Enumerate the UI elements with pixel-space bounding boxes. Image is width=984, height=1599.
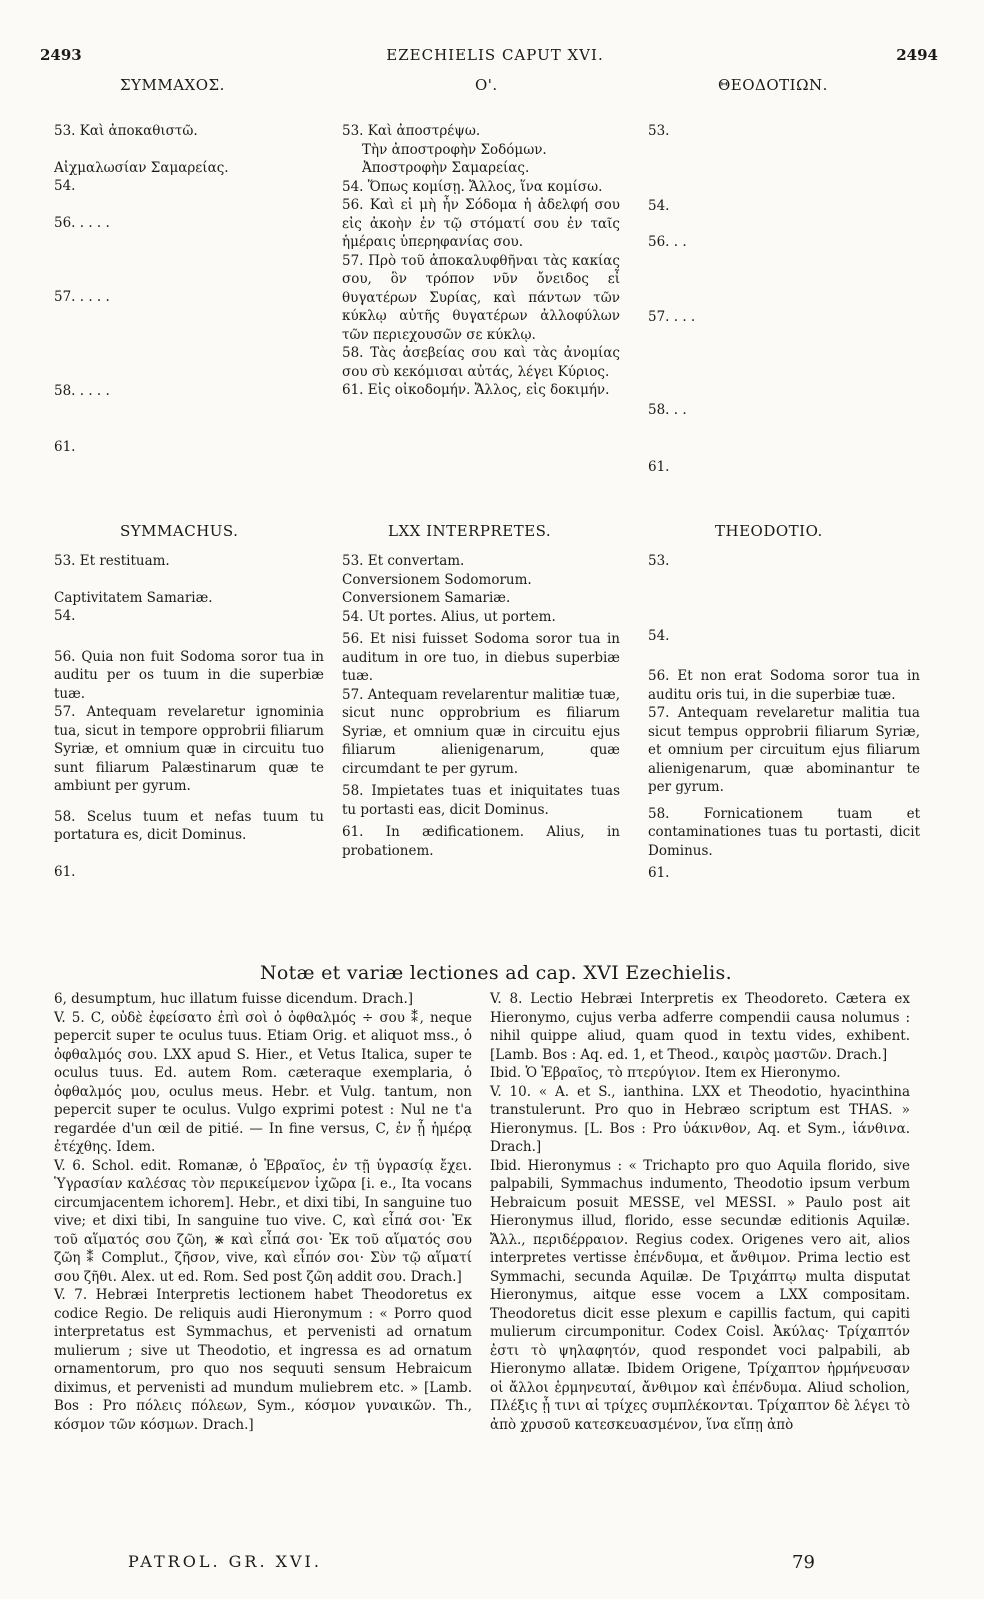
verse: 53. [648, 553, 670, 569]
verse: 54. Ὅπως κομίσῃ. Ἄλλος, ἵνα κομίσω. [342, 178, 603, 195]
note-paragraph: V. 10. « A. et S., ianthina. LXX et Theodotio, hyacinthina transtulerunt. Pro quo in Hebræo scriptum est THAS. » Hieronymus. [L. Bos : Pro ὑάκινθον, Aq. et Sym., ἰάνθινα. Drach.] [490, 1083, 910, 1155]
verse: 53. Et convertam. [342, 553, 465, 569]
verse: Captivitatem Samariæ. [54, 589, 213, 606]
verse: 57. Antequam revelarentur malitiæ tuæ, sicut nunc opprobrium es filiarum Syriæ, et omnium quæ in circuitu ejus filiarum alienigenarum, quæ circumdant te per gyrum. [342, 686, 620, 777]
verse: 58. Impietates tuas et iniquitates tuas tu portasti eas, dicit Dominus. [342, 783, 620, 818]
verse: 54. [54, 608, 76, 624]
verse: 56. . . . . [54, 214, 110, 231]
verse: 53. Καὶ ἀποκαθιστῶ. [54, 123, 198, 139]
verse: 54. Ut portes. Alius, ut portem. [342, 608, 556, 625]
note-paragraph: V. 6. Schol. edit. Romanæ, ὁ Ἑβραῖος, ἐν τῇ ὑγρασίᾳ ἔχει. Ὑγρασίαν καλέσας τὸν περικείμενον ἰχῶρα [i. e., Ita vocans circumjacentem ichorem]. Hebr., et dixi tibi, In sanguine tuo vive; et dixi tibi, In sanguine tuo vive. C, καὶ εἶπά σοι· Ἐκ τοῦ αἵματός σου ζῶη, ⋇ καὶ εἶπά σοι· Ἐκ τοῦ αἵματός σου ζῶη ⁑ Complut., ζῆσον, vive, καὶ εἶπόν σοι· Σὺν τῷ αἵματί σου ζῆθι. Alex. ut ed. Rom. Sed post ζῶη addit σου. Drach.] [54, 1157, 472, 1285]
greek-lxx-column [342, 122, 620, 400]
greek-head-theodotion: ΘΕΟΔΟΤΙΩΝ. [718, 76, 828, 94]
latin-lxx-column [342, 552, 620, 860]
verse: Conversionem Sodomorum. [342, 571, 532, 588]
verse: 57. . . . . [54, 289, 110, 305]
verse: 54. [54, 178, 76, 194]
verse: 61. Εἰς οἰκοδομήν. Ἄλλος, εἰς δοκιμήν. [342, 382, 610, 398]
greek-head-symmachus: ΣΥΜΜΑΧΟΣ. [120, 76, 225, 94]
note-paragraph: V. 7. Hebræi Interpretis lectionem habet Theodoretus ex codice Regio. De reliquis audi Hieronymum : « Porro quod interpretatus est Symmachus, et pervenisti ad ornatum mulierum ; sive ut Theodotio, et ingressa es ad ornatum ornamentorum, pro quo nos sequuti sensum Hebraicum diximus, et pervenisti ad mundum muliebrem etc. » [Lamb. Bos : Pro πόλεις πόλεων, Sym., κόσμον γυναικῶν. Th., κόσμον τῶν κόσμων. Drach.] [54, 1287, 472, 1433]
verse: Ἀποστροφὴν Σαμαρείας. [362, 160, 530, 176]
verse: Conversionem Samariæ. [342, 590, 511, 606]
footer-signature: 79 [792, 1552, 815, 1573]
note-paragraph: 6, desumptum, huc illatum fuisse dicendum. Drach.] [54, 991, 414, 1007]
verse: 58. Scelus tuum et nefas tuum tu portatura es, dicit Dominus. [54, 808, 324, 843]
verse: 56. Καὶ εἰ μὴ ἦν Σόδομα ἡ ἀδελφή σου εἰς ἀκοὴν ἐν τῷ στόματί σου ἐν ταῖς ἡμέραις ὑπερηφανίας σου. [342, 197, 620, 250]
verse: Αἰχμαλωσίαν Σαμαρείας. [54, 159, 229, 176]
verse: 56. Et non erat Sodoma soror tua in auditu oris tui, in die superbiæ tuæ. [648, 668, 920, 703]
verse: 58. . . [648, 402, 687, 418]
note-paragraph: V. 8. Lectio Hebræi Interpretis ex Theodoreto. Cætera ex Hieronymo, cujus verba adferre compendii causa nolumus : nihil quippe aliud, quam quod in textu vides, exhibent. [Lamb. Bos : Aq. ed. 1, et Theod., καιρὸς μαστῶν. Drach.] [490, 991, 910, 1063]
verse: 53. Et restituam. [54, 553, 170, 569]
verse: 57. Πρὸ τοῦ ἀποκαλυφθῆναι τὰς κακίας σου, ὃν τρόπον νῦν ὄνειδος εἶ θυγατέρων Συρίας, καὶ πάντων τῶν κύκλῳ αὐτῆς θυγατέρων ἀλλοφύλων τῶν περιεχουσῶν σε κύκλῳ. [342, 252, 620, 343]
latin-symmachus-column [54, 552, 324, 881]
note-paragraph: V. 5. C, οὐδὲ ἐφείσατο ἐπὶ σοὶ ὁ ὀφθαλμός ÷ σου ⁑, neque pepercit super te oculus tuus. Etiam Orig. et aliquot mss., ὁ ὀφθαλμός σου. LXX apud S. Hier., et Vetus Italica, super te oculus tuus. Ed. autem Rom. cæteraque exemplaria, ὁ ὀφθαλμός μου, oculus meus. Hebr. et Vulg. tantum, non pepercit super te oculus. Vulgo exprimi potest : Nul ne t'a regardée d'un œil de pitié. — In fine versus, C, ἐν ᾗ ἡμέρᾳ ἐτέχθης. Idem. [54, 1009, 472, 1155]
latin-theodotion-column [648, 552, 920, 883]
note-paragraph: Ibid. Hieronymus : « Trichapto pro quo Aquila florido, sive palpabili, Symmachus indumento, Theodotio ipsum verbum Hebraicum posuit MESSE, vel MESSI. » Paulo post ait Hieronymus illud, florido, esse secundæ editionis Aquilæ. Ἄλλ., περιδέρραιον. Regius codex. Origenes vero ait, alios interpretes vertisse ἐπένδυμα, et ἄνθιμον. Prima lectio est Symmachi, secunda Aquilæ. De Τριχάπτῳ multa disputat Hieronymus, aitque esse vocem a LXX compositam. Theodoretus dicit esse plexum e capillis factum, qui capiti mulierum circumponitur. Codex Coisl. Ἀκύλας· Τρίχαπτόν ἐστι τὸ ψηλαφητόν, quod respondet voci palpabili, ab Hieronymo allatæ. Ibidem Origene, Τρίχαπτον ἡρμήνευσαν οἱ ἄλλοι ἑρμηνευταί, ἄνθιμον καὶ ἐπένδυμα. Aliud scholion, Πλέξις ᾗ τινι αἱ τρίχες συμπλέκονται. Τρίχαπτον δὲ λέγει τὸ ἀπὸ χρυσοῦ κατεσκευασμένον, ἵνα εἴπῃ ἀπὸ [490, 1157, 910, 1433]
verse: 58. Τὰς ἀσεβείας σου καὶ τὰς ἀνομίας σου σὺ κεκόμισαι αὐτάς, λέγει Κύριος. [342, 345, 620, 380]
verse: 56. Quia non fuit Sodoma soror tua in auditu per os tuum in die superbiæ tuæ. [54, 648, 324, 702]
latin-head-symmachus: SYMMACHUS. [120, 522, 239, 540]
verse: 61. [648, 458, 670, 475]
note-paragraph: Ibid. Ὁ Ἑβραῖος, τὸ πτερύγιον. Item ex Hieronymo. [490, 1065, 841, 1081]
notes-left-column [54, 990, 472, 1434]
latin-head-lxx: LXX INTERPRETES. [388, 522, 552, 540]
verse: 57. Antequam revelaretur ignominia tua, sicut in tempore opprobrii filiarum Syriæ, et omnium quæ in circuitu tuo sunt filiarum Palæstinarum quæ te ambiunt per gyrum. [54, 704, 324, 794]
notes-title: Notæ et variæ lectiones ad cap. XVI Ezechielis. [260, 962, 732, 984]
notes-right-column [490, 990, 910, 1434]
greek-head-lxx: Ο'. [475, 76, 498, 94]
verse: 57. Antequam revelaretur malitia tua sicut tempus opprobrii filiarum Syriæ, et omnium per circuitum ejus filiarum alienigenarum, quæ abominantur te per gyrum. [648, 705, 920, 795]
verse: 58. Fornicationem tuam et contaminationes tuas tu portasti, dicit Dominus. [648, 805, 920, 859]
verse: 61. In ædificationem. Alius, in probationem. [342, 824, 620, 859]
verse: 56. Et nisi fuisset Sodoma soror tua in auditum in ore tuo, in diebus superbiæ tuæ. [342, 631, 620, 684]
greek-symmachus-column [54, 122, 332, 457]
page-number-right: 2494 [896, 46, 938, 64]
latin-head-theodotion: THEODOTIO. [715, 522, 823, 540]
verse: 61. [54, 863, 76, 880]
verse: 53. Καὶ ἀποστρέψω. [342, 123, 481, 139]
verse: 56. . . [648, 234, 687, 250]
verse: 61. [648, 865, 670, 881]
verse: 57. . . . [648, 308, 696, 325]
verse: 58. . . . . [54, 382, 110, 399]
footer-volume: PATROL. GR. XVI. [128, 1552, 322, 1571]
verse: 53. [648, 123, 670, 139]
verse: Τὴν ἀποστροφὴν Σοδόμων. [362, 141, 547, 158]
page-number-left: 2493 [40, 46, 82, 64]
greek-theodotion-column [648, 122, 930, 476]
verse: 61. [54, 439, 76, 455]
running-title: EZECHIELIS CAPUT XVI. [386, 46, 604, 64]
verse: 54. [648, 627, 670, 644]
verse: 54. [648, 197, 670, 214]
